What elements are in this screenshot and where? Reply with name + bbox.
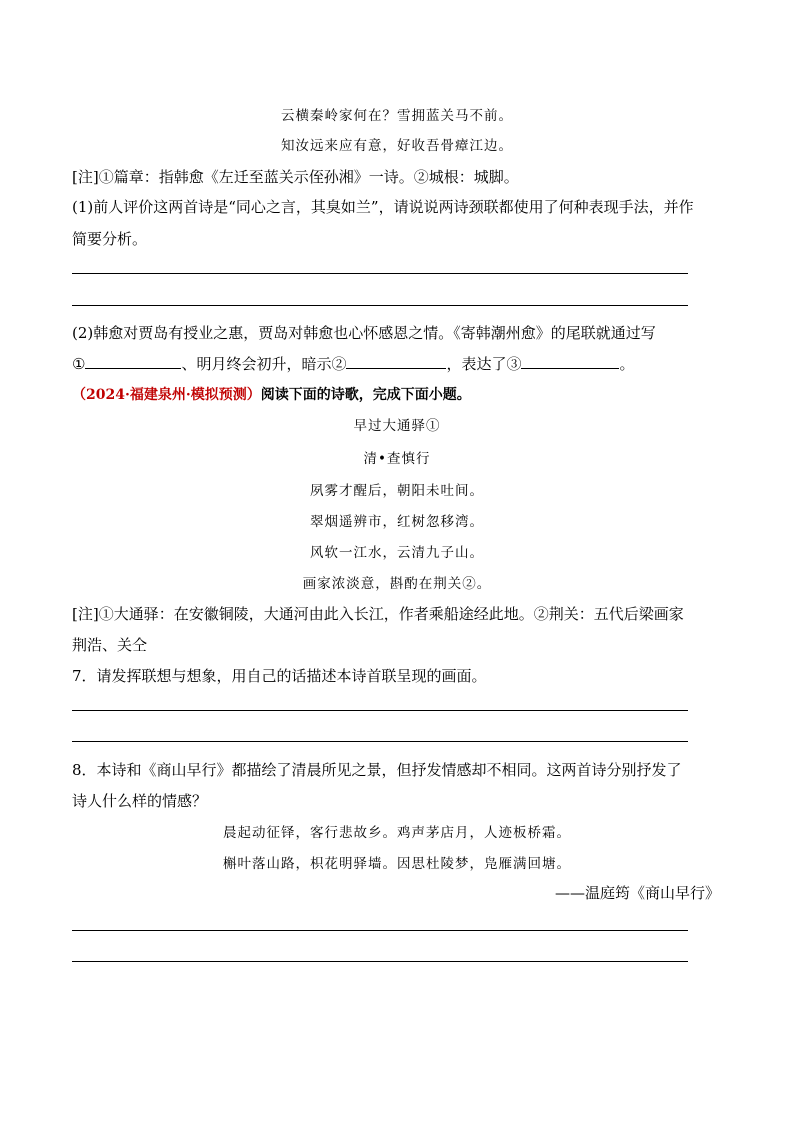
poem1-line4: 知汝远来应有意，好收吾骨瘴江边。	[281, 138, 513, 154]
question1-line2: 简要分析。	[72, 230, 148, 248]
question8-line2: 诗人什么样的情感？	[72, 792, 208, 810]
fill-blank-3[interactable]	[521, 354, 619, 369]
poem2-line: 画家浓淡意，斟酌在荆关②。	[302, 576, 492, 592]
section-header	[72, 384, 471, 404]
answer-line[interactable]	[72, 741, 688, 742]
note2-line1: [注]①大通驿：在安徽铜陵，大通河由此入长江，作者乘船途经此地。②荆关：五代后梁画家	[72, 605, 684, 623]
poem2-line: 夙雾才醒后，朝阳未吐间。	[310, 483, 484, 499]
section-instruction: 阅读下面的诗歌，完成下面小题。	[260, 387, 471, 403]
poem2-line: 风软一江水，云清九子山。	[310, 545, 484, 561]
poem2-title: 早过大通驿①	[353, 418, 441, 434]
fill-blank-1[interactable]	[85, 354, 181, 369]
question2-line1: (2)韩愈对贾岛有授业之惠，贾岛对韩愈也心怀感恩之情。《寄韩潮州愈》的尾联就通过写	[72, 324, 656, 342]
answer-line[interactable]	[72, 930, 688, 931]
question2-line2	[72, 353, 635, 374]
poem3-attribution: ——温庭筠《商山早行》	[554, 884, 720, 902]
answer-line[interactable]	[72, 961, 688, 962]
question1-line1: (1)前人评价这两首诗是“同心之言，其臭如兰”，请说说两诗颈联都使用了何种表现手法，并作	[72, 198, 694, 216]
note2-line2: 荆浩、关仝	[72, 636, 148, 654]
source-tag: （2024·福建泉州·模拟预测）	[72, 387, 261, 403]
answer-line[interactable]	[72, 710, 688, 711]
poem2-line: 翠烟遥辨市，红树忽移湾。	[310, 514, 484, 530]
poem2-author: 清•查慎行	[363, 451, 431, 467]
fill-blank-2[interactable]	[346, 354, 446, 369]
question8-line1: 8．本诗和《商山早行》都描绘了清晨所见之景，但抒发情感却不相同。这两首诗分别抒发了	[72, 761, 682, 779]
answer-line[interactable]	[72, 273, 688, 274]
question2-text-c: ，表达了③	[446, 355, 522, 373]
question2-text-b: 、明月终会初升，暗示②	[181, 355, 347, 373]
answer-line[interactable]	[72, 305, 688, 306]
question2-text-d: 。	[619, 355, 635, 373]
poem3-line2: 槲叶落山路，枳花明驿墙。因思杜陵梦，凫雁满回塘。	[223, 856, 571, 872]
poem1-line3: 云横秦岭家何在？雪拥蓝关马不前。	[281, 108, 513, 124]
poem3-line1: 晨起动征铎，客行悲故乡。鸡声茅店月，人迹板桥霜。	[223, 825, 571, 841]
note1: [注]①篇章：指韩愈《左迁至蓝关示侄孙湘》一诗。②城根：城脚。	[72, 168, 519, 186]
question7: 7．请发挥联想与想象，用自己的话描述本诗首联呈现的画面。	[72, 667, 487, 685]
blank-label-1: ①	[72, 355, 86, 373]
